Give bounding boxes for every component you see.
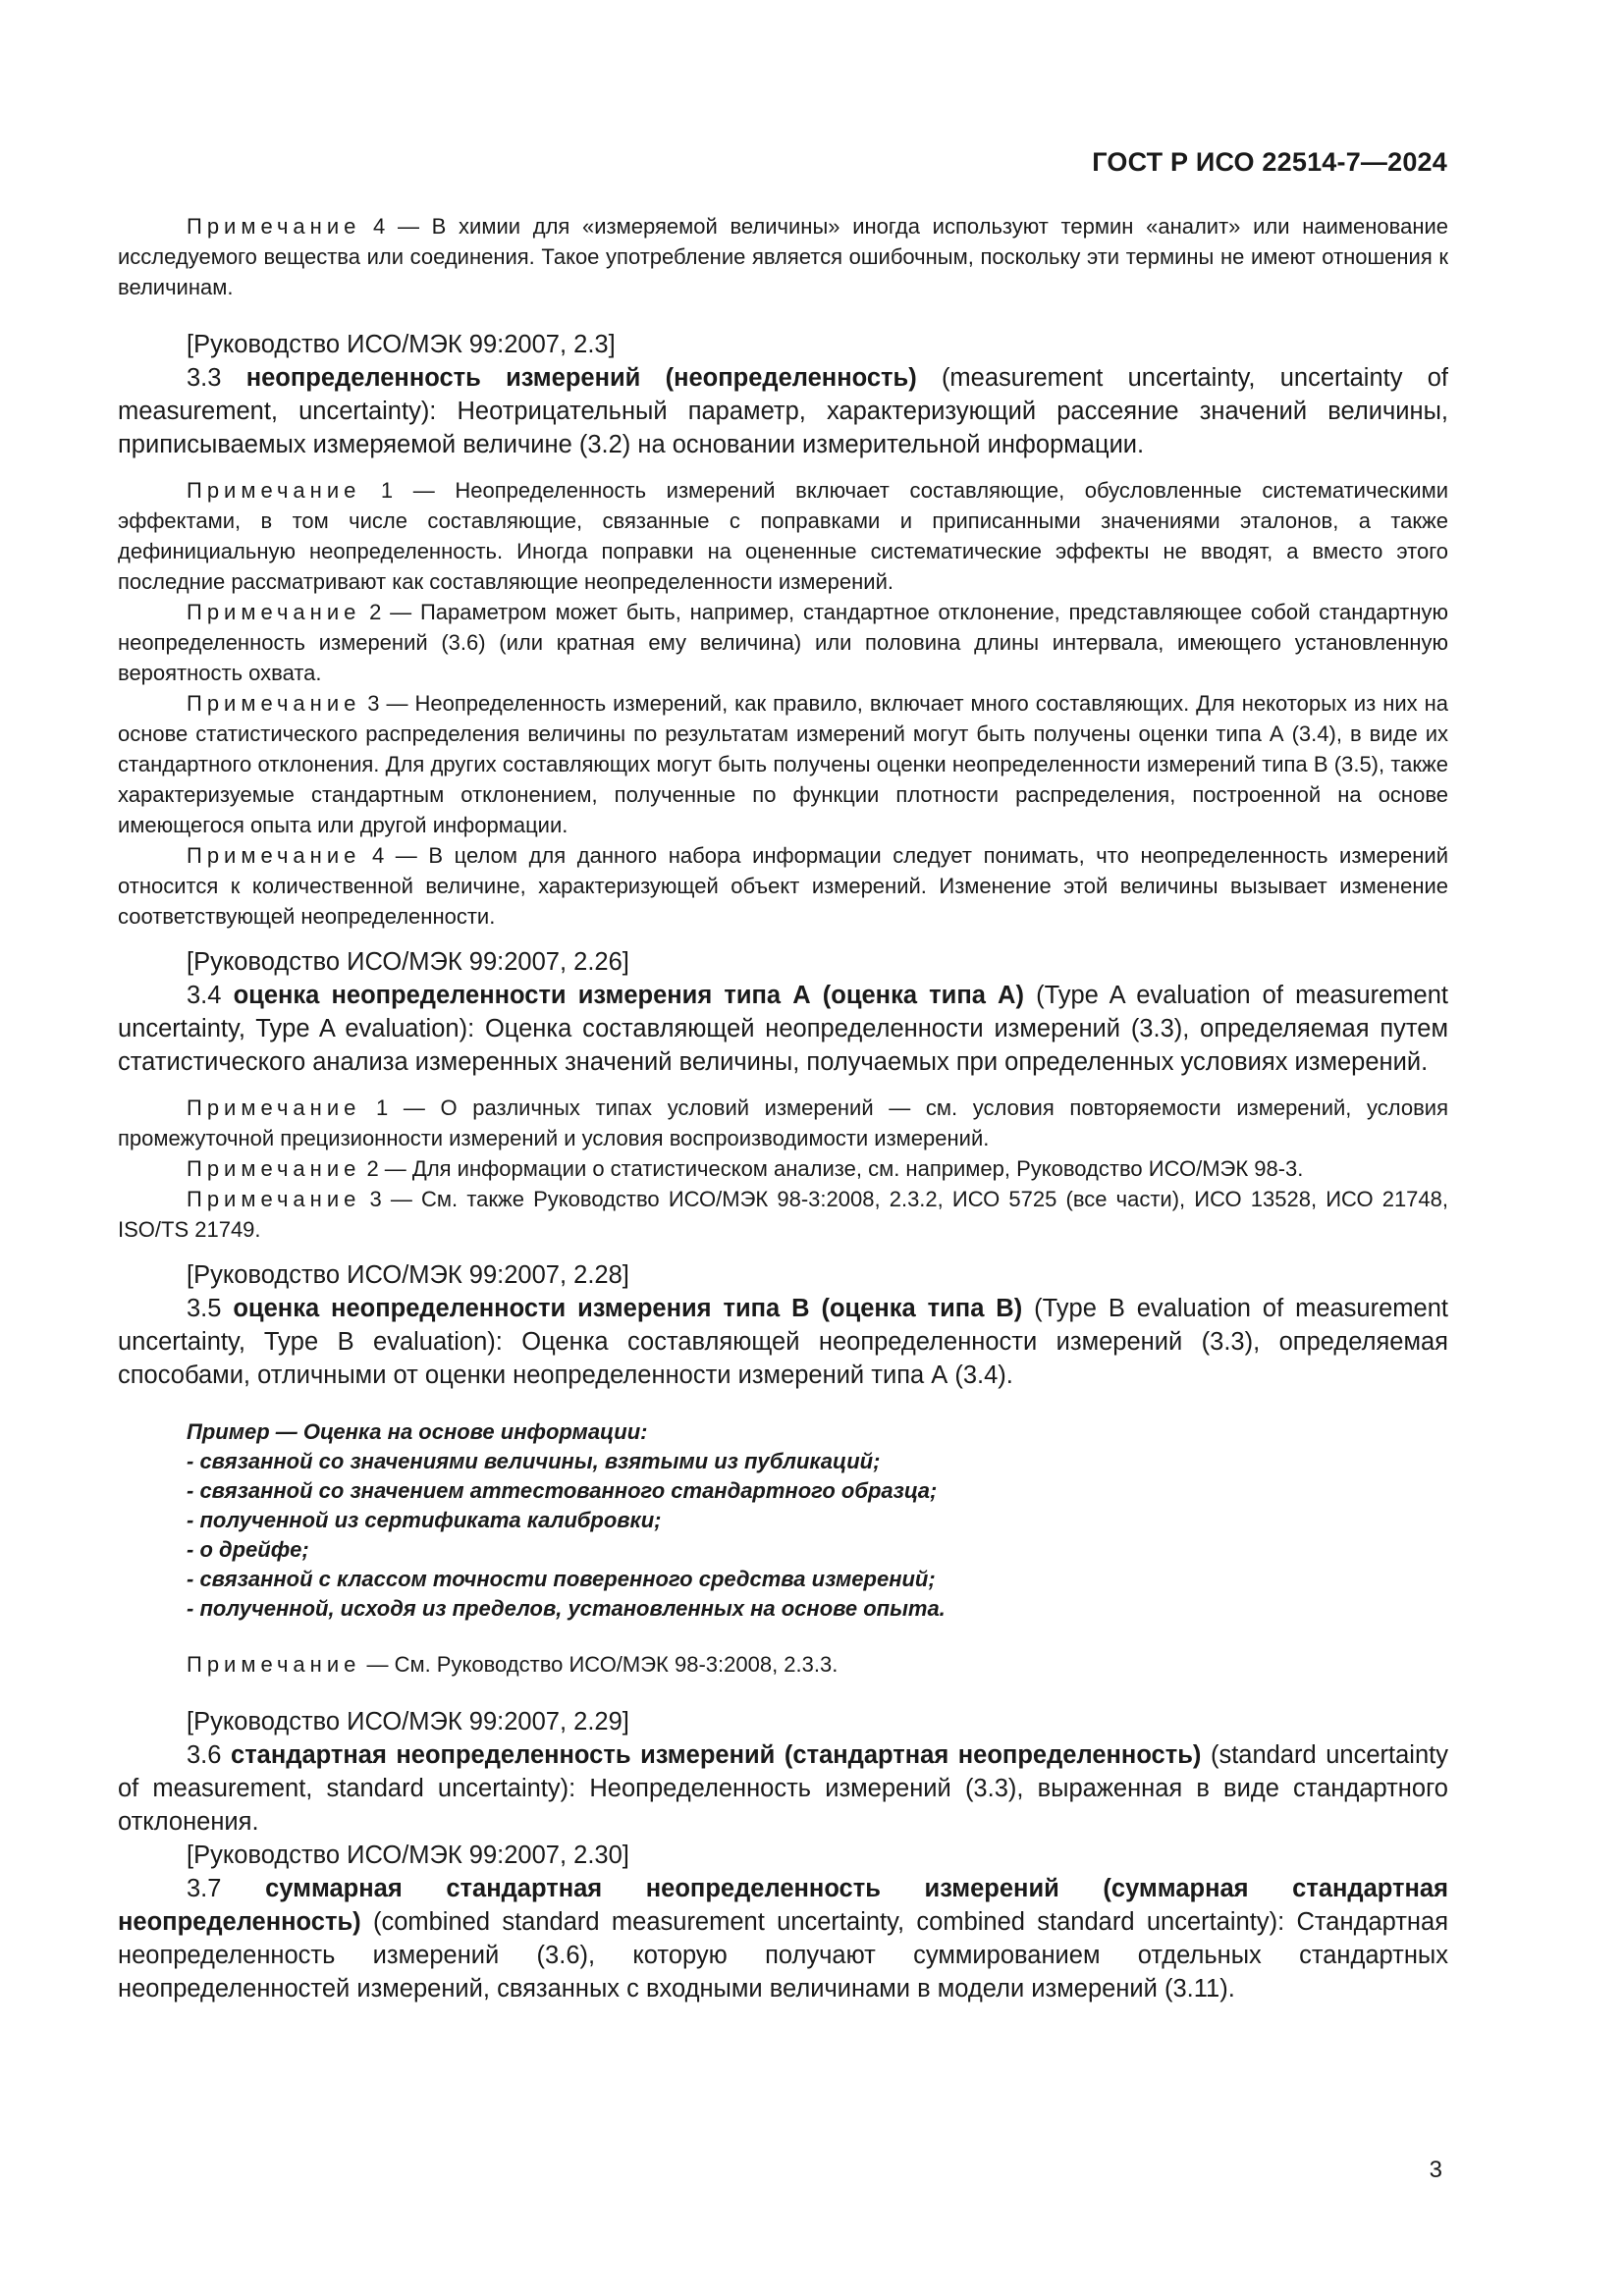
note-3-3-2: [118, 597, 1448, 688]
note-top-4: [118, 211, 1448, 302]
example-title: Пример — Оценка на основе информации:: [187, 1419, 648, 1444]
note-3-4-3: [118, 1184, 1448, 1245]
term-3-7: [118, 1872, 1448, 2005]
example-item: - о дрейфе;: [187, 1537, 309, 1562]
term-definition: (combined standard measurement uncertainty, combined standard uncertainty): Стандартная неопределенность измерений (3.6), которую получают суммированием отдельных стандартных неопределенностей измерений, связанных с входными величинами в модели измерений (3.11).: [118, 1908, 1448, 2002]
note-text: 4 — В химии для «измеряемой величины» иногда используют термин «аналит» или наименование исследуемого вещества или соединения. Такое употребление является ошибочным, поскольку эти термины не имеют отношения к величинам.: [118, 214, 1448, 299]
term-number: 3.4: [187, 982, 234, 1009]
note-text: 2 — Для информации о статистическом анализе, см. например, Руководство ИСО/МЭК 98-3.: [360, 1156, 1304, 1181]
note-text: 1 — Неопределенность измерений включает составляющие, обусловленные систематическими эффектами, в том числе составляющие, связанные с поправками и приписанными значениями эталонов, а также дефинициальную неопределенность. Иногда поправки на оцененные систематические эффекты не вводят, а вместо этого последние рассматривают как составляющие неопределенности измерений.: [118, 478, 1448, 594]
reference-2-30: [Руководство ИСО/МЭК 99:2007, 2.30]: [187, 1842, 629, 1869]
term-title: суммарная стандартная неопределенность измерений (суммарная стандартная неопределенность): [118, 1875, 1448, 1936]
term-number: 3.5: [187, 1295, 234, 1322]
note-label: Примечание: [187, 1652, 361, 1677]
note-label: Примечание: [187, 1187, 361, 1211]
reference-2-3: [Руководство ИСО/МЭК 99:2007, 2.3]: [187, 331, 616, 358]
example-item: - связанной с классом точности поверенного средства измерений;: [187, 1567, 936, 1591]
note-3-3-1: [118, 475, 1448, 597]
page-number: 3: [1429, 2157, 1442, 2183]
reference-2-29: [Руководство ИСО/МЭК 99:2007, 2.29]: [187, 1708, 629, 1735]
term-title: стандартная неопределенность измерений (стандартная неопределенность): [231, 1741, 1202, 1769]
example-item: - полученной, исходя из пределов, установленных на основе опыта.: [187, 1596, 946, 1621]
note-label: Примечание: [187, 691, 361, 716]
term-definition: (standard uncertainty of measurement, standard uncertainty): Неопределенность измерений (3.3), выраженная в виде стандартного отклонения.: [118, 1741, 1448, 1836]
example-item: - полученной из сертификата калибровки;: [187, 1508, 662, 1532]
term-number: 3.3: [187, 364, 246, 392]
note-3-4-1: [118, 1093, 1448, 1153]
note-3-4-2: [118, 1153, 1448, 1184]
example-item: - связанной со значением аттестованного стандартного образца;: [187, 1478, 938, 1503]
term-number: 3.7: [187, 1875, 266, 1902]
term-title: оценка неопределенности измерения типа А (оценка типа А): [233, 982, 1024, 1009]
note-label: Примечание: [187, 600, 361, 624]
term-3-4: [118, 979, 1448, 1079]
document-body: [118, 211, 1448, 2005]
example-block: [118, 1417, 1448, 1624]
term-title: неопределенность измерений (неопределенность): [245, 364, 917, 392]
note-label: Примечание: [187, 1095, 361, 1120]
reference-2-28: [Руководство ИСО/МЭК 99:2007, 2.28]: [187, 1261, 629, 1289]
term-definition: (Type B evaluation of measurement uncertainty, Type B evaluation): Оценка составляющей неопределенности измерений (3.3), определяемая способами, отличными от оценки неопределенности измерений типа А (3.4).: [118, 1295, 1448, 1389]
term-3-3: [118, 361, 1448, 461]
term-number: 3.6: [187, 1741, 232, 1769]
example-item: - связанной со значениями величины, взятыми из публикаций;: [187, 1449, 881, 1473]
term-definition: (measurement uncertainty, uncertainty of measurement, uncertainty): Неотрицательный параметр, характеризующий рассеяние значений величины, приписываемых измеряемой величине (3.2) на основании измерительной информации.: [118, 364, 1448, 458]
note-text: 3 — Неопределенность измерений, как правило, включает много составляющих. Для некоторых из них на основе статистического распределения величины по результатам измерений могут быть получены оценки типа А (3.4), в виде их стандартного отклонения. Для других составляющих могут быть получены оценки неопределенности измерений типа В (3.5), также характеризуемые стандартным отклонением, полученные по функции плотности распределения, построенной на основе имеющегося опыта или другой информации.: [118, 691, 1448, 837]
document-header-code: ГОСТ Р ИСО 22514-7—2024: [1092, 147, 1447, 177]
note-3-3-3: [118, 688, 1448, 840]
note-3-5: [118, 1649, 1448, 1680]
term-3-6: [118, 1738, 1448, 1839]
term-definition: (Type A evaluation of measurement uncertainty, Type A evaluation): Оценка составляющей неопределенности измерений (3.3), определяемая путем статистического анализа измеренных значений величины, получаемых при определенных условиях измерений.: [118, 982, 1448, 1076]
note-text: 1 — О различных типах условий измерений — см. условия повторяемости измерений, условия промежуточной прецизионности измерений и условия воспроизводимости измерений.: [118, 1095, 1448, 1150]
note-label: Примечание: [187, 214, 361, 239]
note-text: 4 — В целом для данного набора информации следует понимать, что неопределенность измерений относится к количественной величине, характеризующей объект измерений. Изменение этой величины вызывает изменение соответствующей неопределенности.: [118, 843, 1448, 929]
note-label: Примечание: [187, 843, 361, 868]
note-3-3-4: [118, 840, 1448, 932]
note-text: — См. Руководство ИСО/МЭК 98-3:2008, 2.3.3.: [360, 1652, 839, 1677]
note-label: Примечание: [187, 1156, 361, 1181]
note-text: 2 — Параметром может быть, например, стандартное отклонение, представляющее собой стандартную неопределенность измерений (3.6) (или кратная ему величина) или половина длины интервала, имеющего установленную вероятность охвата.: [118, 600, 1448, 685]
note-label: Примечание: [187, 478, 361, 503]
note-text: 3 — См. также Руководство ИСО/МЭК 98-3:2008, 2.3.2, ИСО 5725 (все части), ИСО 13528, ИСО 21748, ISO/TS 21749.: [118, 1187, 1448, 1242]
term-title: оценка неопределенности измерения типа В (оценка типа В): [233, 1295, 1023, 1322]
term-3-5: [118, 1292, 1448, 1392]
reference-2-26: [Руководство ИСО/МЭК 99:2007, 2.26]: [187, 948, 629, 976]
